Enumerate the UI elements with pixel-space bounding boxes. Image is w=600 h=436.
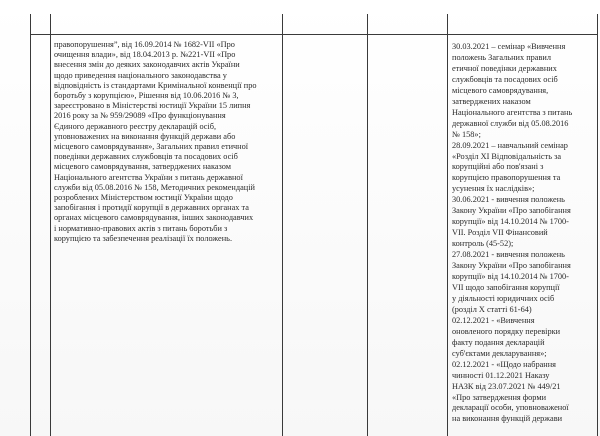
text-line: запобігання і протидії корупції в державних органах та xyxy=(54,203,249,213)
text-line: 30.03.2021 – семінар «Вивчення xyxy=(452,42,566,51)
text-line: Єдиного державного реєстру декларацій осіб, xyxy=(54,121,217,131)
text-line: корупційні або пов'язані з xyxy=(452,162,544,172)
table-column-divider-2 xyxy=(282,14,283,436)
text-line: (розділ X статті 61-64) xyxy=(452,304,532,314)
right-column-text xyxy=(452,42,592,425)
text-line: контроль (45-52); xyxy=(452,239,514,249)
text-line: корупції» від 14.10.2014 № 1700- xyxy=(452,272,569,282)
text-line: 02.12.2021 - «Вивчення xyxy=(452,315,535,325)
text-line: оновленого порядку перевірки xyxy=(452,326,561,336)
table-top-border xyxy=(30,34,598,35)
text-line: «Про затвердження форми xyxy=(452,392,547,402)
text-line: положень Загальних правил xyxy=(452,52,551,62)
text-line: «Розділ XI Відповідальність за xyxy=(452,151,562,161)
text-line: поведінки державних службовців та посадових осіб xyxy=(54,152,238,162)
text-line: місцевого самоврядування, xyxy=(452,85,549,95)
text-line: чинності 01.12.2021 Наказу xyxy=(452,370,550,380)
text-line: служби від 05.08.2016 № 158, Методичних рекомендацій xyxy=(54,182,255,192)
text-line: 28.09.2021 – навчальний семінар xyxy=(452,140,568,150)
text-line: Національного агентства України з питань державної xyxy=(54,172,243,182)
text-line: боротьбу з корупцією», Рішення від 10.06.2016 № 3, xyxy=(54,91,239,101)
text-line: органах місцевого самоврядування, інших законодавчих xyxy=(54,213,254,223)
text-line: № 158»; xyxy=(452,129,481,139)
text-line: державної служби від 05.08.2016 xyxy=(452,118,569,128)
text-line: внесення змін до деяких законодавчих актів України xyxy=(54,60,240,70)
text-line: корупцією правопорушення та xyxy=(452,173,561,183)
text-line: Закону України «Про запобігання xyxy=(452,261,571,271)
table-column-divider-4 xyxy=(447,14,448,436)
text-line: і нормативно-правових актів з питань боротьби з xyxy=(54,223,228,233)
text-line: VII щодо запобігання корупції xyxy=(452,282,560,292)
text-line: службовців та посадових осіб xyxy=(452,74,558,84)
text-line: суб'єктами декларування»; xyxy=(452,348,547,358)
text-line: розроблених Міністерством юстиції України щодо xyxy=(54,193,233,203)
text-line: 30.06.2021 - вивчення положень xyxy=(452,195,565,205)
text-line: факту подання декларацій xyxy=(452,337,545,347)
text-line: етичної поведінки державних xyxy=(452,63,557,73)
text-line: на виконання функцій держави xyxy=(452,414,563,424)
text-line: НАЗК від 23.07.2021 № 449/21 xyxy=(452,381,561,391)
text-line: місцевого самоврядування, затверджених наказом xyxy=(54,162,232,172)
middle-column-text xyxy=(54,40,278,244)
text-line: зареєстровано в Міністерстві юстиції України 15 липня xyxy=(54,101,251,111)
table-column-divider-5 xyxy=(597,14,598,436)
text-line: щодо приведення національного законодавства у xyxy=(54,70,227,80)
text-line: декларації особи, уповноваженої xyxy=(452,403,569,413)
text-line: корупції» від 14.10.2014 № 1700- xyxy=(452,217,569,227)
table-border-left xyxy=(30,14,31,436)
text-line: усунення їх наслідків»; xyxy=(452,184,535,194)
table-column-divider-1 xyxy=(50,14,51,436)
text-line: у діяльності юридичних осіб xyxy=(452,293,555,303)
text-line: правопорушення”, від 16.09.2014 № 1682-VII «Про xyxy=(54,40,235,49)
text-line: відповідність із стандартами Кримінальної конвенції про xyxy=(54,80,257,90)
text-line: Національного агентства з питань xyxy=(452,107,573,117)
text-line: Закону України «Про запобігання xyxy=(452,206,571,216)
text-line: затверджених наказом xyxy=(452,96,531,106)
text-line: VII. Розділ VII Фінансовий xyxy=(452,228,548,238)
text-line: 27.08.2021 - вивчення положень xyxy=(452,250,565,260)
text-line: очищення влади», від 18.04.2013 р. №221-VII «Про xyxy=(54,50,236,60)
text-line: 2016 року за № 959/29089 «Про функціонування xyxy=(54,111,226,121)
text-line: уповноважених на виконання функцій держави або xyxy=(54,131,236,141)
text-line: 02.12.2021 - «Щодо набрання xyxy=(452,359,556,369)
table-column-divider-3 xyxy=(367,14,368,436)
text-line: корупцією та забезпечення реалізації їх положень. xyxy=(54,233,233,243)
text-line: місцевого самоврядування», Загальних правил етичної xyxy=(54,142,249,152)
